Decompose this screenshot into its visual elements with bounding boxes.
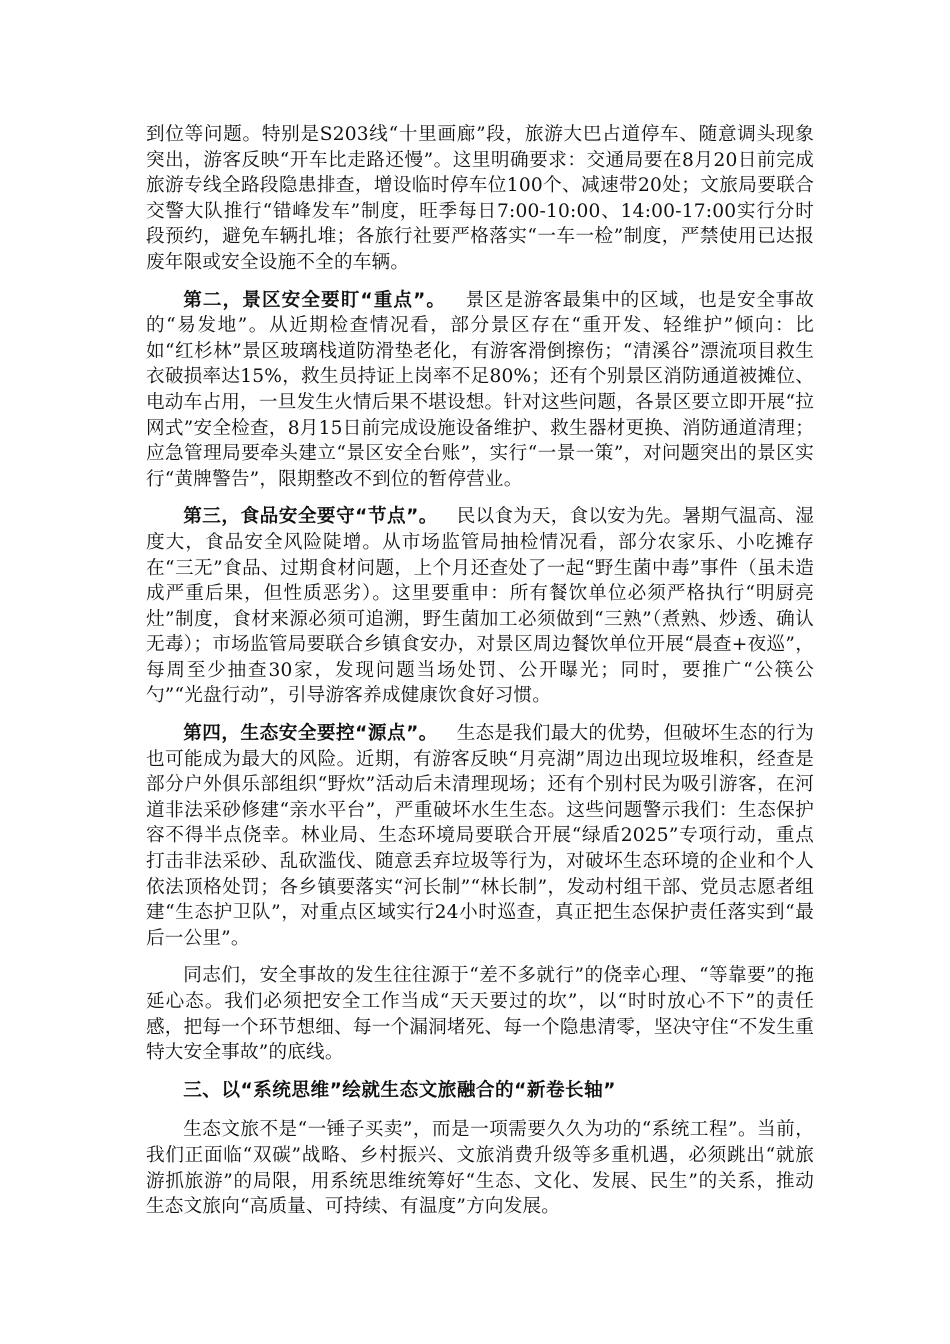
paragraph-text: 生态是我们最大的优势，但破坏生态的行为也可能成为最大的风险。近期，有游客反映“月亮湖”周边出现垃圾堆积，经查是部分户外俱乐部组织“野炊”活动后未清理现场；还有个别村民为吸引游客，在河道非法采砂修建“亲水平台”，严重破坏水生生态。这些问题警示我们：生态保护容不得半点侥幸。林业局、生态环境局要联合开展“绿盾2025”专项行动，重点打击非法采砂、乱砍滥伐、随意丢弃垃圾等行为，对破坏生态环境的企业和个人依法顶格处罚；各乡镇要落实“河长制”“林长制”，发动村组干部、党员志愿者组建“生态护卫队”，对重点区域实行24小时巡查，真正把生态保护责任落实到“最后一公里”。 xyxy=(146,723,814,949)
paragraph-lead-heading: 第四，生态安全要控“源点”。 xyxy=(183,723,438,745)
paragraph-text: 到位等问题。特别是S203线“十里画廊”段，旅游大巴占道停车、随意调头现象突出，游客反映“开车比走路还慢”。这里明确要求：交通局要在8月20日前完成旅游专线全路段隐患排查，增设临时停车位100个、减速带20处；文旅局要联合交警大队推行“错峰发车”制度，旺季每日7:00-10:00、14:00-17:00实行分时段预约，避免车辆扎堆；各旅行社要严格落实“一车一检”制度，严禁使用已达报废年限或安全设施不全的车辆。 xyxy=(146,124,814,273)
paragraph-ecological-safety xyxy=(146,721,814,951)
paragraph-scenic-safety xyxy=(146,288,814,493)
section-heading: 三、以“系统思维”绘就生态文旅融合的“新卷长轴” xyxy=(183,1079,616,1101)
paragraph-food-safety xyxy=(146,504,814,709)
paragraph-text: 生态文旅不是“一锤子买卖”，而是一项需要久久为功的“系统工程”。当前，我们正面临“双碳”战略、乡村振兴、文旅消费升级等多重机遇，必须跳出“就旅游抓旅游”的局限，用系统思维统筹好“生态、文化、发展、民生”的关系，推动生态文旅向“高质量、可持续、有温度”方向发展。 xyxy=(146,1119,814,1218)
paragraph-transport-continued xyxy=(146,122,814,276)
paragraph-system-thinking xyxy=(146,1117,814,1219)
document-page xyxy=(146,122,814,1232)
paragraph-summary xyxy=(146,963,814,1065)
paragraph-lead-heading: 第二，景区安全要盯“重点”。 xyxy=(183,289,447,311)
paragraph-lead-heading: 第三，食品安全要守“节点”。 xyxy=(183,506,438,528)
paragraph-text: 同志们，安全事故的发生往往源于“差不多就行”的侥幸心理、“等靠要”的拖延心态。我们必须把安全工作当成“天天要过的坎”，以“时时放心不下”的责任感，把每一个环节想细、每一个漏洞堵死、每一个隐患清零，坚决守住“不发生重特大安全事故”的底线。 xyxy=(146,965,814,1064)
paragraph-text: 景区是游客最集中的区域，也是安全事故的“易发地”。从近期检查情况看，部分景区存在“重开发、轻维护”倾向：比如“红杉林”景区玻璃栈道防滑垫老化，有游客滑倒擦伤；“清溪谷”漂流项目救生衣破损率达15%，救生员持证上岗率不足80%；还有个别景区消防通道被摊位、电动车占用，一旦发生火情后果不堪设想。针对这些问题，各景区要立即开展“拉网式”安全检查，8月15日前完成设施设备维护、救生器材更换、消防通道清理；应急管理局要牵头建立“景区安全台账”，实行“一景一策”，对问题突出的景区实行“黄牌警告”，限期整改不到位的暂停营业。 xyxy=(146,289,814,490)
paragraph-text: 民以食为天，食以安为先。暑期气温高、湿度大，食品安全风险陡增。从市场监管局抽检情况看，部分农家乐、小吃摊存在“三无”食品、过期食材问题，上个月还查处了一起“野生菌中毒”事件（虽未造成严重后果，但性质恶劣）。这里要重申：所有餐饮单位必须严格执行“明厨亮灶”制度，食材来源必须可追溯，野生菌加工必须做到“三熟”（煮熟、炒透、确认无毒）；市场监管局要联合乡镇食安办，对景区周边餐饮单位开展“晨查+夜巡”，每周至少抽查30家，发现问题当场处罚、公开曝光；同时，要推广“公筷公勺”“光盘行动”，引导游客养成健康饮食好习惯。 xyxy=(146,506,814,707)
